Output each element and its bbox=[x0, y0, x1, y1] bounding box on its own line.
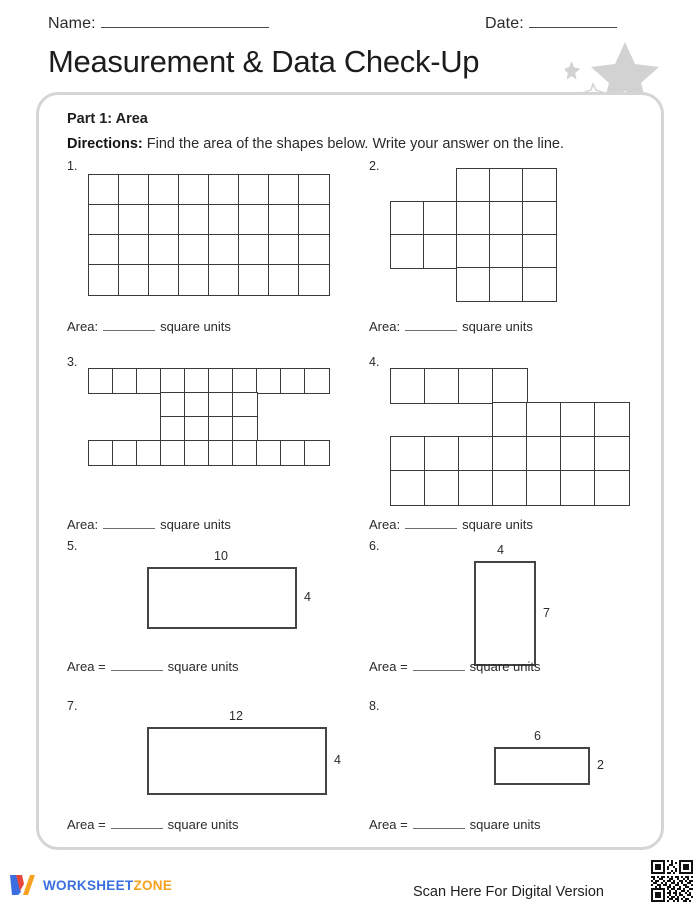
width-label: 10 bbox=[214, 549, 228, 563]
grid-cell bbox=[522, 201, 557, 236]
height-label: 4 bbox=[334, 753, 341, 767]
grid-cell bbox=[88, 264, 120, 296]
logo-text-zone: ZONE bbox=[133, 877, 173, 893]
grid-cell-blank bbox=[304, 392, 330, 418]
grid-cell bbox=[208, 174, 240, 206]
grid-cell bbox=[184, 440, 210, 466]
answer-prefix: Area = bbox=[67, 817, 106, 832]
grid-cell bbox=[526, 402, 562, 438]
rectangle-outline bbox=[494, 747, 590, 785]
answer-blank[interactable] bbox=[111, 817, 163, 829]
answer-line-6 bbox=[369, 659, 541, 674]
height-label: 7 bbox=[543, 605, 550, 620]
grid-cell bbox=[160, 368, 186, 394]
grid-cell bbox=[256, 368, 282, 394]
grid-cell bbox=[298, 174, 330, 206]
grid-cell-blank bbox=[112, 416, 138, 442]
grid-cell bbox=[148, 174, 180, 206]
grid-cell bbox=[526, 436, 562, 472]
grid-cell bbox=[458, 470, 494, 506]
answer-line-1 bbox=[67, 319, 231, 334]
answer-suffix: square units bbox=[167, 659, 239, 674]
grid-cell bbox=[424, 470, 460, 506]
grid-cell bbox=[304, 440, 330, 466]
grid-cell bbox=[208, 392, 234, 418]
grid-cell bbox=[390, 201, 425, 236]
grid-cell bbox=[456, 267, 491, 302]
header-fields bbox=[0, 14, 700, 42]
worksheet-panel bbox=[36, 92, 664, 850]
problem-number: 1. bbox=[67, 159, 78, 173]
grid-cell bbox=[184, 368, 210, 394]
grid-cell bbox=[489, 234, 524, 269]
grid-cell bbox=[458, 368, 494, 404]
grid-cell bbox=[136, 368, 162, 394]
width-label: 4 bbox=[497, 543, 504, 557]
part-heading: Part 1: Area bbox=[67, 111, 148, 127]
grid-cell bbox=[208, 440, 234, 466]
grid-cell bbox=[118, 174, 150, 206]
grid-cell bbox=[522, 267, 557, 302]
grid-cell bbox=[232, 368, 258, 394]
grid-cell bbox=[390, 234, 425, 269]
grid-cell-blank bbox=[423, 168, 458, 203]
answer-line-8 bbox=[369, 817, 541, 832]
unit-square-grid bbox=[391, 169, 556, 301]
grid-cell-blank bbox=[304, 416, 330, 442]
grid-cell bbox=[456, 201, 491, 236]
directions-body: Find the area of the shapes below. Write your answer on the line. bbox=[142, 136, 565, 152]
grid-cell-blank bbox=[112, 392, 138, 418]
answer-blank[interactable] bbox=[413, 659, 465, 671]
answer-prefix: Area: bbox=[369, 319, 401, 334]
grid-cell bbox=[489, 168, 524, 203]
grid-cell bbox=[423, 201, 458, 236]
grid-cell bbox=[208, 234, 240, 266]
name-field-group bbox=[48, 14, 269, 33]
unit-square-grid bbox=[391, 369, 629, 505]
page-footer bbox=[0, 862, 700, 906]
grid-cell bbox=[280, 368, 306, 394]
grid-cell bbox=[178, 264, 210, 296]
answer-line-7 bbox=[67, 817, 239, 832]
problem-number: 7. bbox=[67, 699, 78, 713]
width-label: 12 bbox=[229, 709, 243, 723]
grid-cell bbox=[88, 440, 114, 466]
grid-cell bbox=[160, 440, 186, 466]
grid-cell bbox=[88, 234, 120, 266]
grid-cell bbox=[456, 168, 491, 203]
grid-cell-blank bbox=[280, 416, 306, 442]
grid-cell bbox=[118, 264, 150, 296]
grid-cell bbox=[304, 368, 330, 394]
grid-cell bbox=[298, 204, 330, 236]
logo-text-worksheet: WORKSHEET bbox=[43, 877, 134, 893]
grid-cell bbox=[148, 264, 180, 296]
answer-line-2 bbox=[369, 319, 533, 334]
grid-cell bbox=[184, 416, 210, 442]
answer-prefix: Area: bbox=[369, 517, 401, 532]
answer-prefix: Area: bbox=[67, 319, 99, 334]
problem-number: 2. bbox=[369, 159, 380, 173]
grid-cell bbox=[160, 416, 186, 442]
grid-cell bbox=[522, 168, 557, 203]
grid-cell-blank bbox=[136, 416, 162, 442]
answer-line-5 bbox=[67, 659, 239, 674]
rectangle-outline bbox=[474, 561, 536, 666]
answer-blank[interactable] bbox=[405, 517, 457, 529]
problem-number: 3. bbox=[67, 355, 78, 369]
answer-blank[interactable] bbox=[103, 517, 155, 529]
grid-cell bbox=[390, 436, 426, 472]
grid-cell bbox=[492, 402, 528, 438]
height-label: 2 bbox=[597, 758, 604, 772]
answer-prefix: Area: bbox=[67, 517, 99, 532]
grid-cell-blank bbox=[424, 402, 460, 438]
height-label: 4 bbox=[304, 590, 311, 604]
scan-instruction-text: Scan Here For Digital Version bbox=[413, 884, 604, 900]
grid-cell bbox=[238, 174, 270, 206]
answer-blank[interactable] bbox=[405, 319, 457, 331]
grid-cell bbox=[232, 392, 258, 418]
unit-square-grid bbox=[89, 175, 329, 295]
grid-cell bbox=[256, 440, 282, 466]
name-label: Name: bbox=[48, 15, 96, 32]
grid-cell bbox=[390, 368, 426, 404]
grid-cell bbox=[178, 234, 210, 266]
grid-cell bbox=[88, 368, 114, 394]
answer-suffix: square units bbox=[160, 319, 231, 334]
grid-cell bbox=[208, 416, 234, 442]
grid-cell bbox=[280, 440, 306, 466]
logo-wordmark bbox=[43, 878, 172, 893]
answer-suffix: square units bbox=[167, 817, 239, 832]
grid-cell bbox=[526, 470, 562, 506]
grid-cell-blank bbox=[280, 392, 306, 418]
grid-cell-blank bbox=[88, 416, 114, 442]
grid-cell bbox=[88, 174, 120, 206]
answer-blank[interactable] bbox=[111, 659, 163, 671]
grid-cell bbox=[232, 416, 258, 442]
problem-number: 5. bbox=[67, 539, 78, 553]
grid-cell bbox=[118, 234, 150, 266]
grid-cell-blank bbox=[458, 402, 494, 438]
grid-cell bbox=[424, 436, 460, 472]
directions-text bbox=[67, 136, 564, 152]
date-write-line[interactable] bbox=[529, 14, 617, 28]
unit-square-grid bbox=[89, 369, 329, 465]
grid-cell-blank bbox=[390, 402, 426, 438]
grid-cell bbox=[298, 264, 330, 296]
answer-prefix: Area = bbox=[369, 659, 408, 674]
logo-w-icon bbox=[10, 874, 36, 896]
grid-cell bbox=[522, 234, 557, 269]
answer-suffix: square units bbox=[469, 817, 541, 832]
grid-cell-blank bbox=[423, 267, 458, 302]
grid-cell bbox=[298, 234, 330, 266]
grid-cell bbox=[238, 204, 270, 236]
grid-cell bbox=[118, 204, 150, 236]
grid-cell bbox=[492, 368, 528, 404]
grid-cell bbox=[560, 436, 596, 472]
grid-cell bbox=[148, 204, 180, 236]
grid-cell-blank bbox=[88, 392, 114, 418]
problem-number: 6. bbox=[369, 539, 380, 553]
answer-suffix: square units bbox=[160, 517, 231, 532]
grid-cell-blank bbox=[256, 392, 282, 418]
grid-cell bbox=[390, 470, 426, 506]
worksheet-zone-logo[interactable] bbox=[10, 874, 172, 896]
grid-cell bbox=[423, 234, 458, 269]
grid-cell bbox=[184, 392, 210, 418]
grid-cell bbox=[208, 264, 240, 296]
answer-line-4 bbox=[369, 517, 533, 532]
grid-cell-blank bbox=[526, 368, 562, 404]
grid-cell-blank bbox=[390, 267, 425, 302]
grid-cell bbox=[112, 440, 138, 466]
grid-cell bbox=[238, 264, 270, 296]
page-title: Measurement & Data Check-Up bbox=[48, 44, 480, 79]
grid-cell bbox=[178, 204, 210, 236]
grid-cell bbox=[88, 204, 120, 236]
problem-number: 8. bbox=[369, 699, 380, 713]
date-field-group bbox=[485, 14, 617, 33]
date-label: Date: bbox=[485, 15, 524, 32]
grid-cell bbox=[208, 204, 240, 236]
grid-cell bbox=[238, 234, 270, 266]
grid-cell bbox=[148, 234, 180, 266]
grid-cell bbox=[232, 440, 258, 466]
qr-code-icon[interactable] bbox=[651, 860, 693, 902]
answer-suffix: square units bbox=[462, 319, 533, 334]
grid-cell bbox=[594, 402, 630, 438]
grid-cell bbox=[424, 368, 460, 404]
answer-suffix: square units bbox=[469, 659, 541, 674]
rectangle-outline bbox=[147, 727, 327, 795]
answer-line-3 bbox=[67, 517, 231, 532]
grid-cell-blank bbox=[390, 168, 425, 203]
answer-prefix: Area = bbox=[369, 817, 408, 832]
grid-cell bbox=[136, 440, 162, 466]
grid-cell bbox=[458, 436, 494, 472]
grid-cell bbox=[178, 174, 210, 206]
grid-cell-blank bbox=[136, 392, 162, 418]
grid-cell bbox=[489, 201, 524, 236]
grid-cell bbox=[560, 470, 596, 506]
grid-cell-blank bbox=[594, 368, 630, 404]
grid-cell bbox=[492, 470, 528, 506]
grid-cell bbox=[560, 402, 596, 438]
grid-cell bbox=[268, 264, 300, 296]
grid-cell bbox=[268, 174, 300, 206]
grid-cell bbox=[456, 234, 491, 269]
grid-cell bbox=[594, 470, 630, 506]
grid-cell bbox=[594, 436, 630, 472]
directions-label: Directions: bbox=[67, 136, 143, 152]
grid-cell bbox=[268, 204, 300, 236]
grid-cell-blank bbox=[256, 416, 282, 442]
rectangle-outline bbox=[147, 567, 297, 629]
grid-cell bbox=[268, 234, 300, 266]
answer-blank[interactable] bbox=[103, 319, 155, 331]
grid-cell bbox=[112, 368, 138, 394]
grid-cell-blank bbox=[560, 368, 596, 404]
answer-blank[interactable] bbox=[413, 817, 465, 829]
grid-cell bbox=[492, 436, 528, 472]
answer-suffix: square units bbox=[462, 517, 533, 532]
grid-cell bbox=[489, 267, 524, 302]
grid-cell bbox=[160, 392, 186, 418]
width-label: 6 bbox=[534, 729, 541, 743]
problem-number: 4. bbox=[369, 355, 380, 369]
grid-cell bbox=[208, 368, 234, 394]
answer-prefix: Area = bbox=[67, 659, 106, 674]
name-write-line[interactable] bbox=[101, 14, 269, 28]
